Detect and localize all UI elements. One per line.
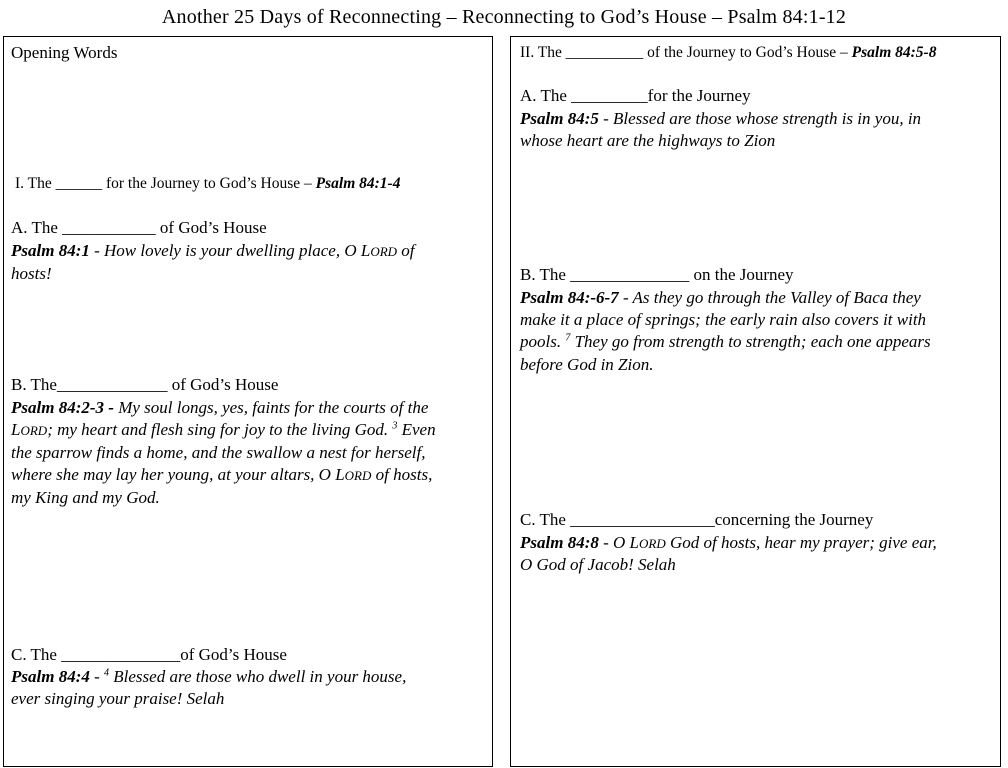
point-c-heading: C. The ______________of God’s House <box>11 645 287 664</box>
point-b-verse-line-1: Psalm 84:2-3 - My soul longs, yes, faints for the courts of the <box>11 398 429 417</box>
right-panel <box>510 36 1001 767</box>
point-2b-reference: Psalm 84:-6-7 <box>520 288 619 307</box>
point-b-verse-line-4: where she may lay her young, at your altars, O LORD of hosts, <box>11 465 433 484</box>
point-b-blank: _____________ <box>56 375 168 394</box>
point-c-verse-line-1: Psalm 84:4 - $^4$ Blessed are those who dwell in your house, <box>11 667 407 686</box>
point-2a-verse-line-2: whose heart are the highways to Zion <box>520 131 776 150</box>
section-1-reference: Psalm 84:1-4 <box>315 175 401 192</box>
point-a-blank: ___________ <box>62 218 156 237</box>
point-a-verse-line-2: hosts! <box>11 264 52 283</box>
point-2a-blank: _________ <box>571 86 648 105</box>
point-b-heading: B. The_____________ of God’s House <box>11 375 279 394</box>
point-2b-verse-line-1: Psalm 84:-6-7 - As they go through the Valley of Baca they <box>520 288 921 307</box>
point-a-verse-line-1: Psalm 84:1 - How lovely is your dwelling place, O LORD of <box>11 241 415 260</box>
point-2c-verse-line-2: O God of Jacob! Selah <box>520 555 676 574</box>
section-2-heading: II. The __________ of the Journey to God’s House – Psalm 84:5-8 <box>520 44 937 61</box>
point-b-reference: Psalm 84:2-3 - <box>11 398 114 417</box>
point-b-verse-line-5: my King and my God. <box>11 488 160 507</box>
point-2a-verse-line-1: Psalm 84:5 - Blessed are those whose strength is in you, in <box>520 109 922 128</box>
point-2b-verse-line-4: before God in Zion. <box>520 355 654 374</box>
point-a-reference: Psalm 84:1 <box>11 241 90 260</box>
point-c-reference: Psalm 84:4 <box>11 667 90 686</box>
point-c-verse-line-2: ever singing your praise! Selah <box>11 689 225 708</box>
point-a-heading: A. The ___________ of God’s House <box>11 218 267 237</box>
point-2a-reference: Psalm 84:5 <box>520 109 599 128</box>
section-1-heading: I. The ______ for the Journey to God’s House – Psalm 84:1-4 <box>15 175 401 192</box>
point-2c-heading: C. The _________________concerning the Journey <box>520 510 874 529</box>
point-2c-verse-line-1: Psalm 84:8 - O LORD God of hosts, hear my prayer; give ear, <box>520 533 937 552</box>
section-1-blank: ______ <box>55 175 103 192</box>
point-2a-heading: A. The _________for the Journey <box>520 86 751 105</box>
opening-words-heading: Opening Words <box>11 43 118 62</box>
point-2c-reference: Psalm 84:8 <box>520 533 599 552</box>
point-2b-heading: B. The ______________ on the Journey <box>520 265 794 284</box>
point-b-verse-line-3: the sparrow finds a home, and the swallow a nest for herself, <box>11 443 426 462</box>
page-title: Another 25 Days of Reconnecting – Reconnecting to God’s House – Psalm 84:1-12 <box>161 6 847 28</box>
section-2-reference: Psalm 84:5-8 <box>851 44 937 61</box>
point-c-blank: ______________ <box>61 645 181 664</box>
point-b-verse-line-2: LORD; my heart and flesh sing for joy to the living God. $^3$ Even <box>11 420 436 439</box>
left-panel <box>3 36 493 767</box>
section-2-blank: __________ <box>565 44 644 61</box>
point-2b-verse-line-3: pools. $^7$ They go from strength to strength; each one appears <box>520 332 931 351</box>
point-2c-blank: _________________ <box>570 510 715 529</box>
point-2b-verse-line-2: make it a place of springs; the early rain also covers it with <box>520 310 927 329</box>
point-2b-blank: ______________ <box>570 265 690 284</box>
